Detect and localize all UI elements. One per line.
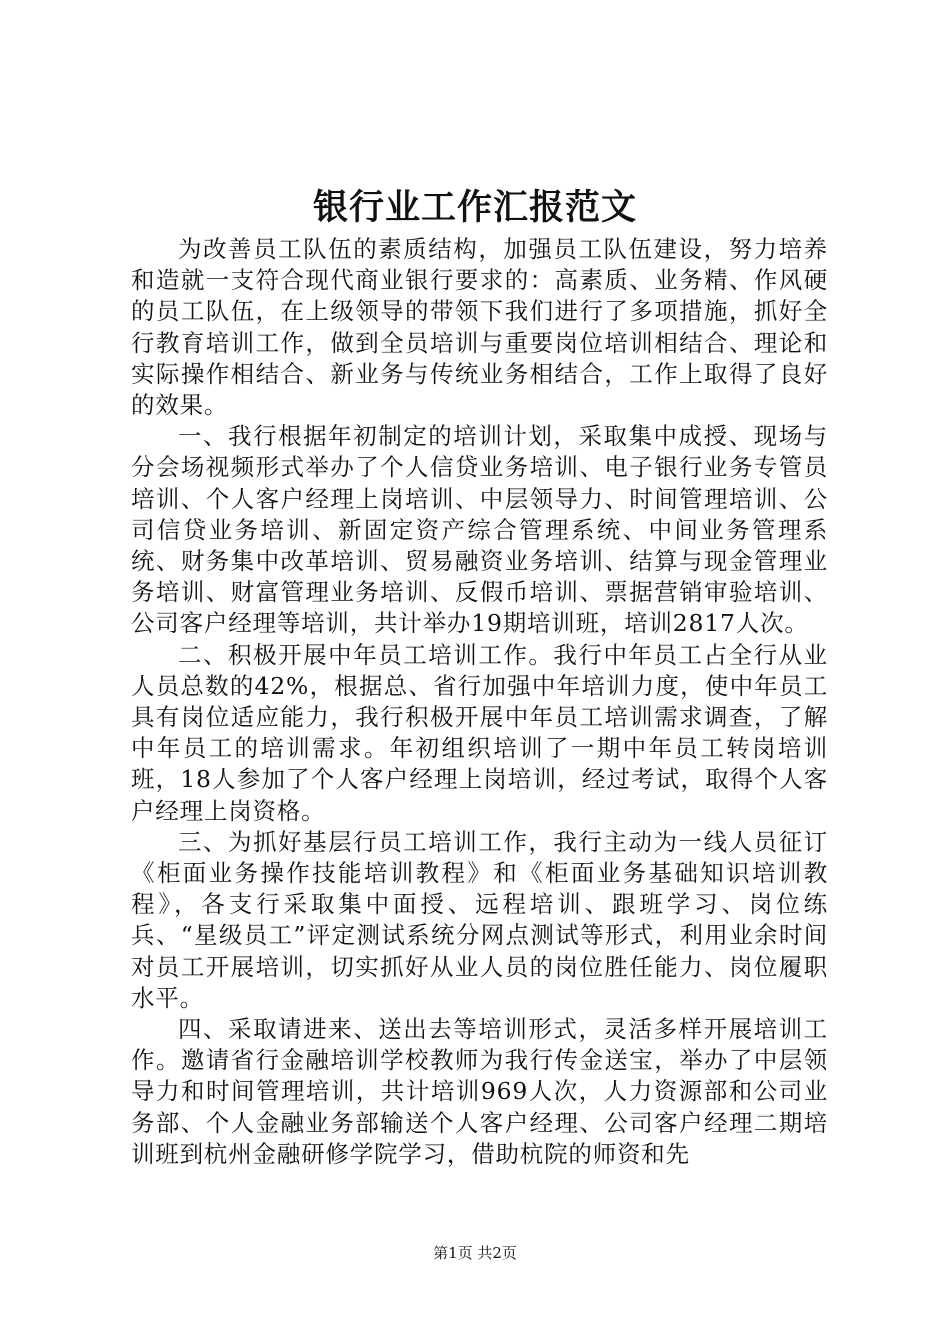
paragraph-section-2: 二、积极开展中年员工培训工作。我行中年员工占全行从业人员总数的42%，根据总、省行加强中年培训力度，使中年员工具有岗位适应能力，我行积极开展中年员工培训需求调查，了解中年员工的培训需求。年初组织培训了一期中年员工转岗培训班，18人参加了个人客户经理上岗培训，经过考试，取得个人客户经理上岗资格。 (131, 640, 828, 825)
document-title: 银行业工作汇报范文 (312, 187, 637, 228)
paragraph-intro: 为改善员工队伍的素质结构，加强员工队伍建设，努力培养和造就一支符合现代商业银行要求的：高素质、业务精、作风硬的员工队伍，在上级领导的带领下我们进行了多项措施，抓好全行教育培训工作，做到全员培训与重要岗位培训相结合、理论和实际操作相结合、新业务与传统业务相结合，工作上取得了良好的效果。 (131, 235, 828, 420)
paragraph-section-3: 三、为抓好基层行员工培训工作，我行主动为一线人员征订《柜面业务操作技能培训教程》和《柜面业务基础知识培训教程》，各支行采取集中面授、远程培训、跟班学习、岗位练兵、“星级员工”评定测试系统分网点测试等形式，利用业余时间对员工开展培训，切实抓好从业人员的岗位胜任能力、岗位履职水平。 (131, 827, 828, 1012)
document-body (131, 234, 828, 1170)
paragraph-section-1: 一、我行根据年初制定的培训计划，采取集中成授、现场与分会场视频形式举办了个人信贷业务培训、电子银行业务专管员培训、个人客户经理上岗培训、中层领导力、时间管理培训、公司信贷业务培训、新固定资产综合管理系统、中间业务管理系统、财务集中改革培训、贸易融资业务培训、结算与现金管理业务培训、财富管理业务培训、反假币培训、票据营销审验培训、公司客户经理等培训，共计举办19期培训班，培训2817人次。 (131, 422, 828, 638)
paragraph-section-4: 四、采取请进来、送出去等培训形式，灵活多样开展培训工作。邀请省行金融培训学校教师为我行传金送宝，举办了中层领导力和时间管理培训，共计培训969人次，人力资源部和公司业务部、个人金融业务部输送个人客户经理、公司客户经理二期培训班到杭州金融研修学院学习，借助杭院的师资和先 (131, 1015, 828, 1168)
page-number-footer: 第1页 共2页 (433, 1244, 517, 1262)
